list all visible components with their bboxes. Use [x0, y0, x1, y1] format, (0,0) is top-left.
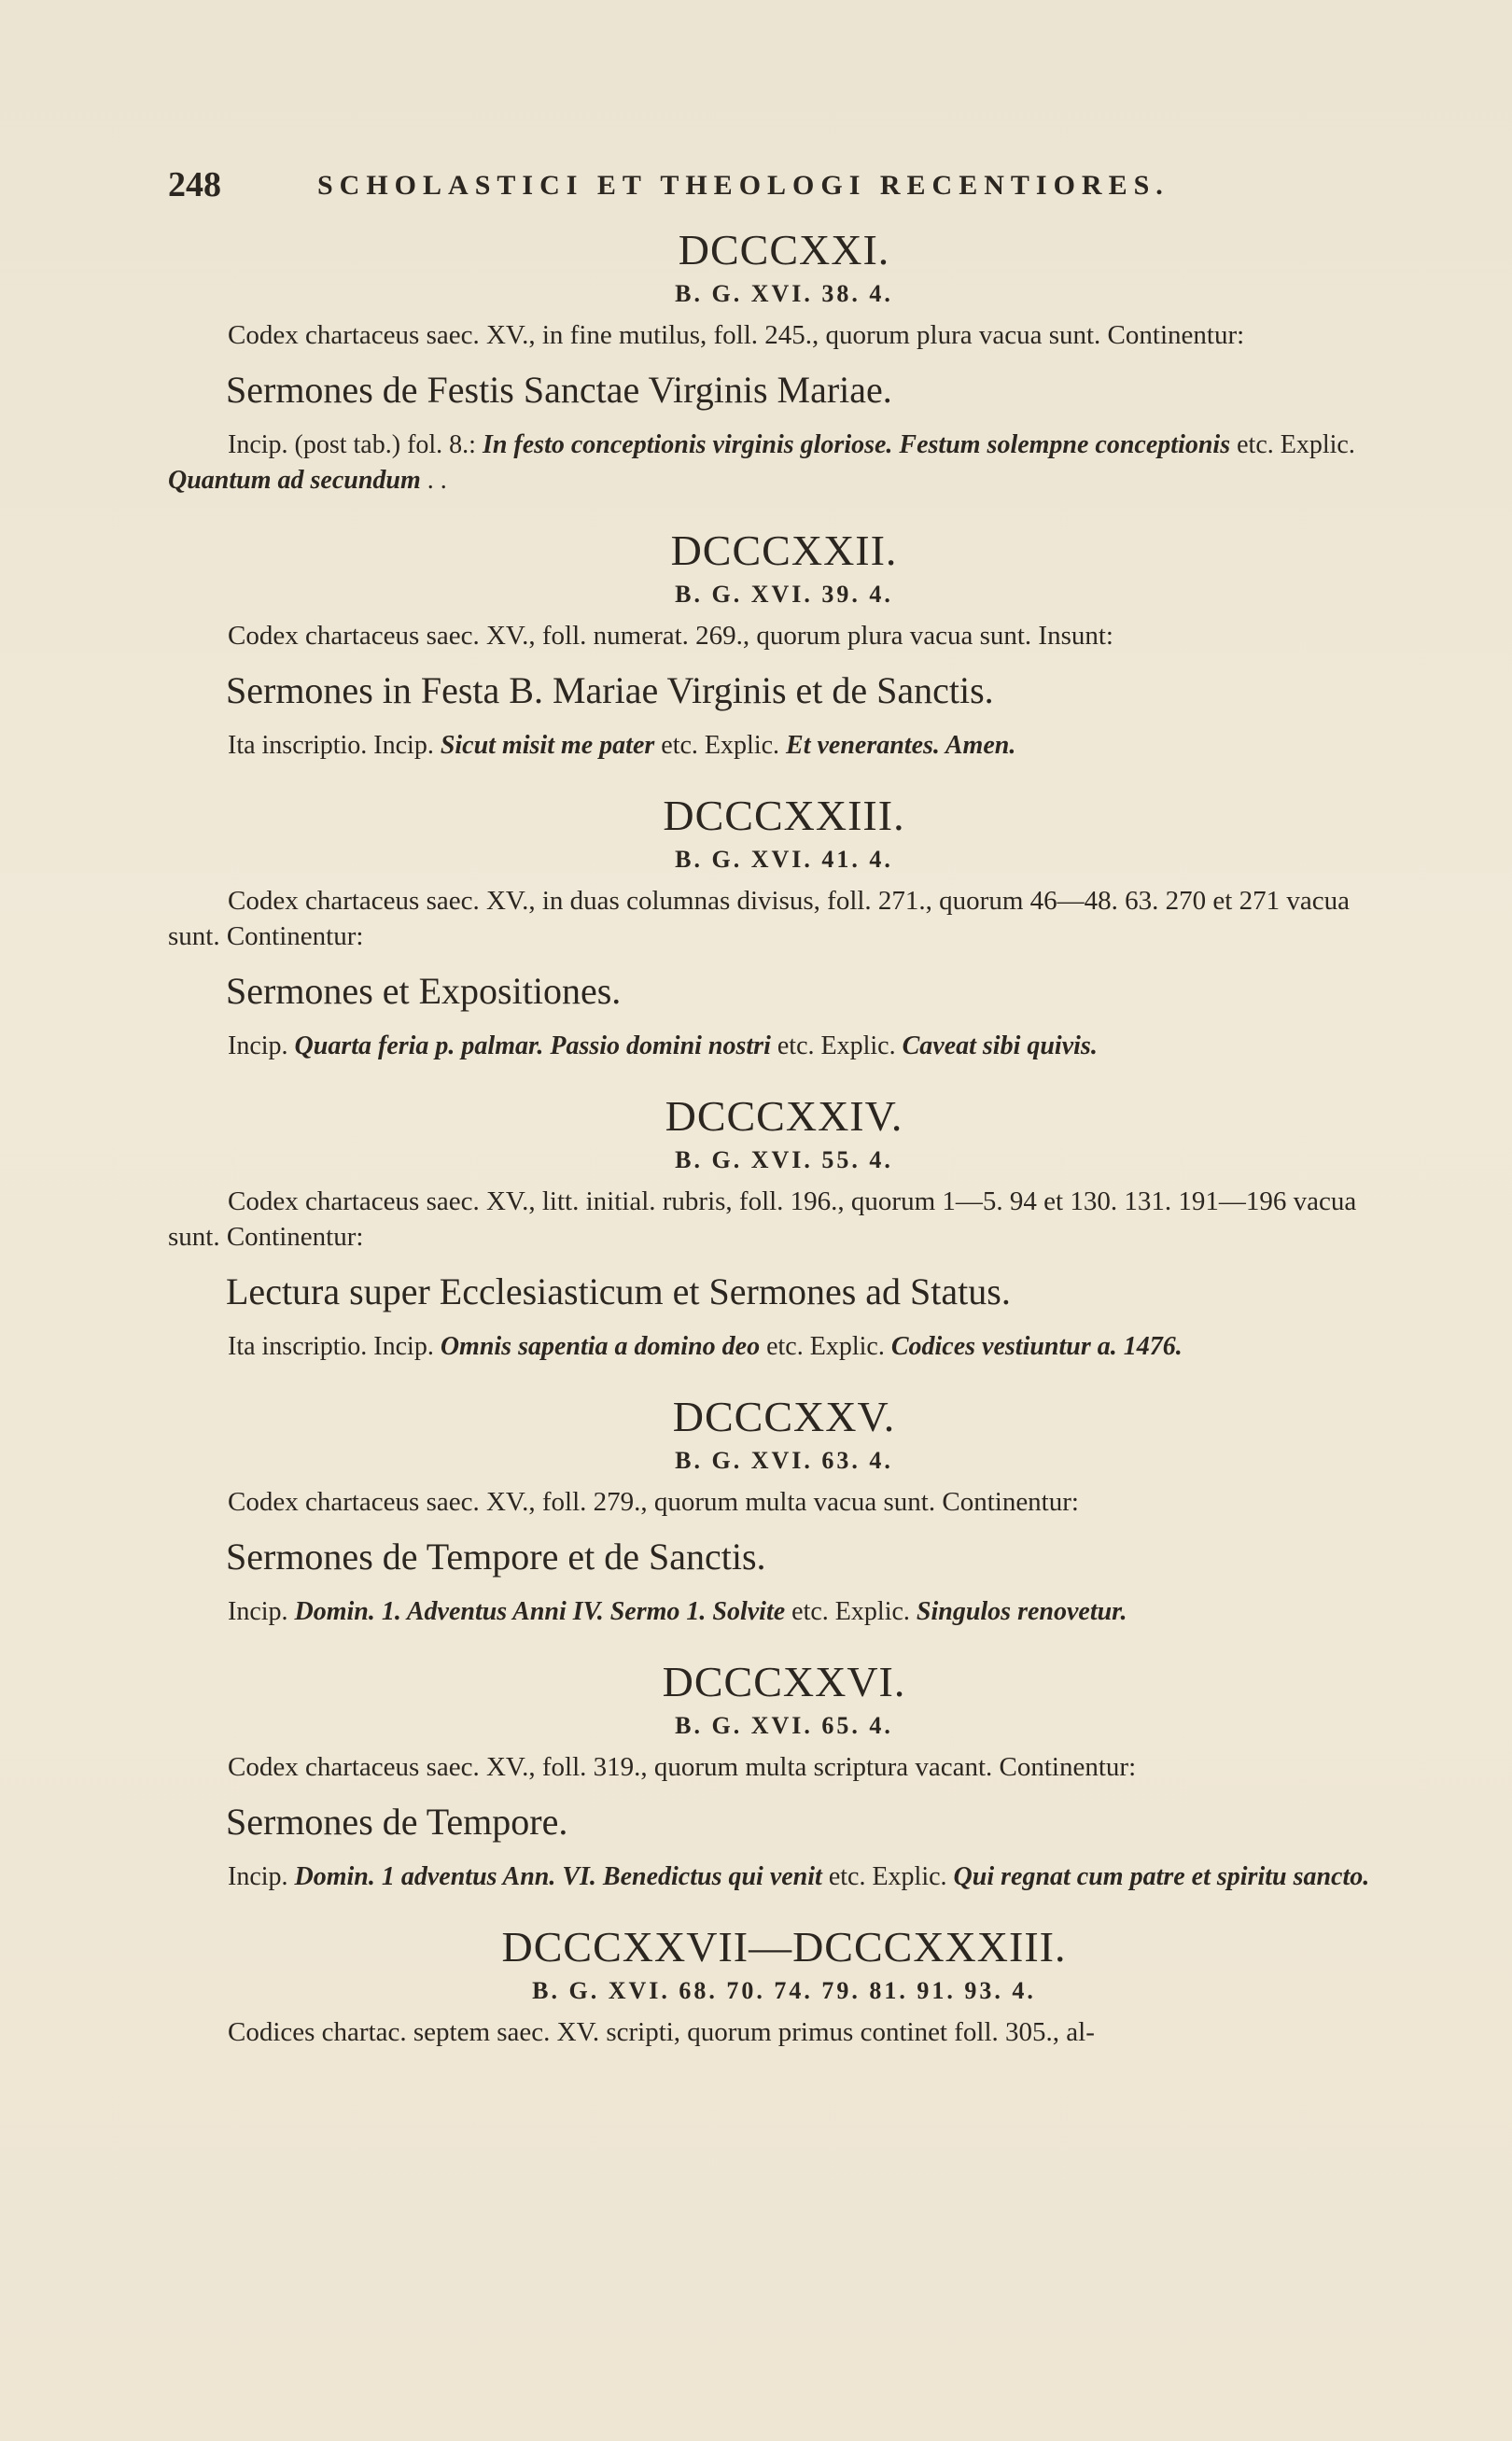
- entry-description: Codex chartaceus saec. XV., in duas columnas divisus, foll. 271., quorum 46—48. 63. 270 et 271 vacua sunt. Continentur:: [168, 886, 1350, 951]
- entry-incipit: Ita inscriptio. Incip. Omnis sapentia a domino deo etc. Explic. Codices vestiuntur a. 1476.: [228, 1332, 1183, 1361]
- entry-number: DCCCXXI.: [678, 226, 890, 274]
- catalog-entry: [168, 790, 1400, 1064]
- entry-number: DCCCXXII.: [670, 526, 898, 574]
- entry-shelfmark: B. G. XVI. 55. 4.: [675, 1146, 893, 1173]
- catalog-entry: [168, 1090, 1400, 1365]
- page-header: [168, 164, 1260, 211]
- entry-description: Codices chartac. septem saec. XV. scripti, quorum primus continet foll. 305., al-: [228, 2017, 1095, 2047]
- entry-title: Sermones in Festa B. Mariae Virginis et de Sanctis.: [226, 669, 994, 711]
- entry-number: DCCCXXIII.: [663, 792, 905, 839]
- page-number: 248: [168, 165, 221, 204]
- entry-title: Sermones de Festis Sanctae Virginis Mariae.: [226, 369, 892, 411]
- entry-incipit: Incip. Quarta feria p. palmar. Passio domini nostri etc. Explic. Caveat sibi quivis.: [228, 1031, 1098, 1060]
- entry-shelfmark: B. G. XVI. 68. 70. 74. 79. 81. 91. 93. 4.: [532, 1977, 1036, 2004]
- entry-number: DCCCXXIV.: [665, 1092, 903, 1140]
- entry-shelfmark: B. G. XVI. 38. 4.: [675, 280, 893, 307]
- catalog-entry: [168, 525, 1400, 764]
- entry-description: Codex chartaceus saec. XV., foll. 279., quorum multa vacua sunt. Continentur:: [228, 1487, 1079, 1517]
- entry-description: Codex chartaceus saec. XV., foll. 319., quorum multa scriptura vacant. Continentur:: [228, 1752, 1137, 1782]
- entry-title: Sermones de Tempore.: [226, 1801, 568, 1843]
- entry-incipit: Incip. Domin. 1. Adventus Anni IV. Sermo 1. Solvite etc. Explic. Singulos renovetur.: [228, 1597, 1127, 1626]
- entry-number: DCCCXXVII—DCCCXXXIII.: [501, 1923, 1067, 1971]
- catalog-body: [168, 224, 1400, 2076]
- entry-incipit: Incip. (post tab.) fol. 8.: In festo conceptionis virginis gloriose. Festum solempne conceptionis etc. Explic. Quantum ad secundum . .: [168, 430, 1355, 495]
- entry-incipit: Ita inscriptio. Incip. Sicut misit me pater etc. Explic. Et venerantes. Amen.: [228, 731, 1016, 760]
- catalog-entry: [168, 1656, 1400, 1895]
- entry-title: Sermones et Expositiones.: [226, 970, 622, 1012]
- entry-description: Codex chartaceus saec. XV., litt. initial. rubris, foll. 196., quorum 1—5. 94 et 130. 131. 191—196 vacua sunt. Continentur:: [168, 1186, 1357, 1252]
- entry-shelfmark: B. G. XVI. 39. 4.: [675, 581, 893, 608]
- entry-shelfmark: B. G. XVI. 63. 4.: [675, 1447, 893, 1474]
- entry-number: DCCCXXV.: [672, 1393, 896, 1440]
- catalog-entry: [168, 1391, 1400, 1630]
- entry-number: DCCCXXVI.: [662, 1658, 906, 1705]
- entry-title: Sermones de Tempore et de Sanctis.: [226, 1536, 766, 1578]
- catalog-entry: [168, 1921, 1400, 2050]
- entry-incipit: Incip. Domin. 1 adventus Ann. VI. Benedictus qui venit etc. Explic. Qui regnat cum patre et spiritu sancto.: [228, 1862, 1370, 1891]
- entry-shelfmark: B. G. XVI. 65. 4.: [675, 1712, 893, 1739]
- entry-description: Codex chartaceus saec. XV., in fine mutilus, foll. 245., quorum plura vacua sunt. Continentur:: [228, 320, 1245, 350]
- entry-shelfmark: B. G. XVI. 41. 4.: [675, 846, 893, 873]
- entry-title: Lectura super Ecclesiasticum et Sermones ad Status.: [226, 1270, 1011, 1312]
- entry-description: Codex chartaceus saec. XV., foll. numerat. 269., quorum plura vacua sunt. Insunt:: [228, 621, 1113, 651]
- running-title: SCHOLASTICI ET THEOLOGI RECENTIORES.: [317, 170, 1169, 201]
- catalog-entry: [168, 224, 1400, 498]
